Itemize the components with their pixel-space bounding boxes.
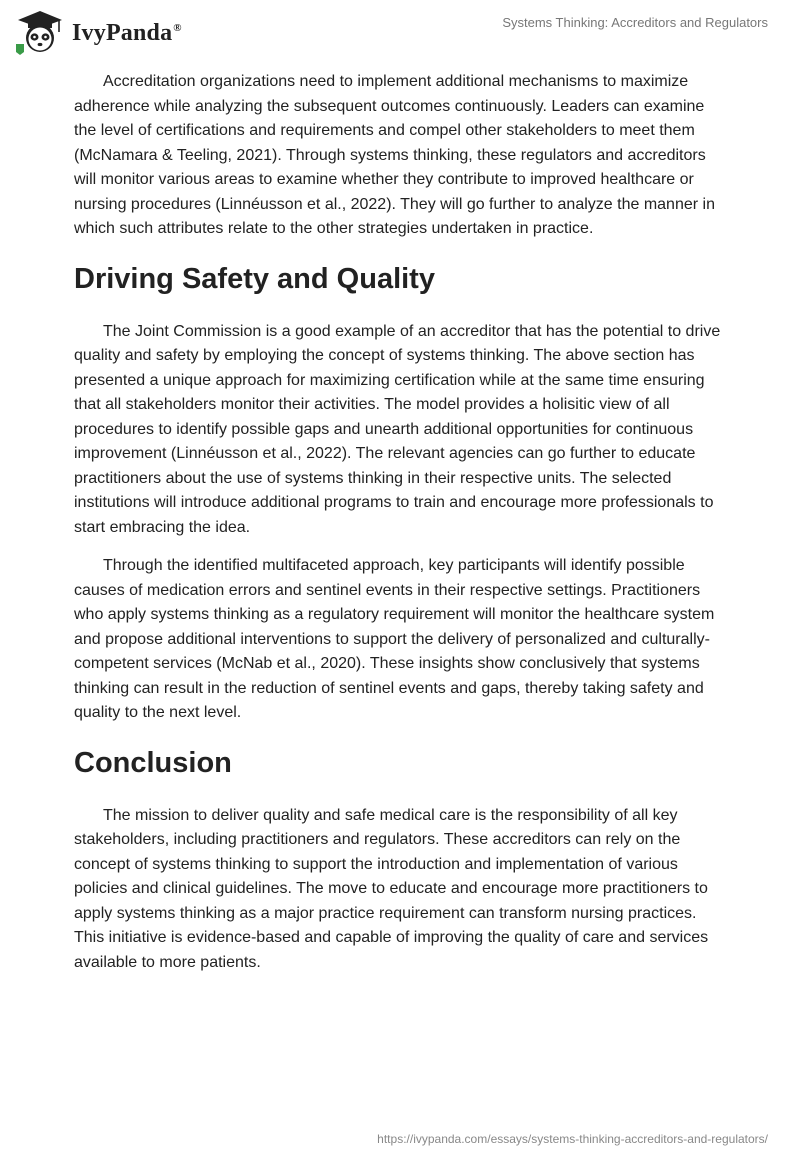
section-heading-driving-safety: Driving Safety and Quality: [74, 262, 435, 295]
paragraph: The mission to deliver quality and safe medical care is the responsibility of all key stakeholders, including practitioners and regulators. These accreditors can rely on the concept of systems thinking to support the introduction and implementation of various policies and clinical guidelines. The move to educate and encourage more practitioners to apply systems thinking as a major practice requirement can transform nursing practices. This initiative is evidence-based and capable of improving the quality of care and services available to more patients.: [74, 806, 709, 971]
paragraph: Through the identified multifaceted approach, key participants will identify possible causes of medication errors and sentinel events in their respective settings. Practitioners who apply systems thinking as a regulatory requirement will monitor the healthcare system and propose additional interventions to support the delivery of personalized and culturally-competent services (McNab et al., 2020). These insights show conclusively that systems thinking can result in the reduction of sentinel events and gaps, thereby taking safety and quality to the next level.: [74, 557, 715, 721]
footer-url-link[interactable]: https://ivypanda.com/essays/systems-thinking-accreditors-and-regulators/: [377, 1132, 768, 1146]
site-logo[interactable]: [12, 7, 182, 55]
paragraph: The Joint Commission is a good example of an accreditor that has the potential to drive quality and safety by employing the concept of systems thinking. The above section has presented a unique approach for maximizing certification while at the same time ensuring that all stakeholders monitor their activities. The model provides a holisitic view of all procedures to identify possible gaps and unearth additional opportunities for continuous improvement (Linnéusson et al., 2022). The relevant agencies can go further to educate practitioners about the use of systems thinking in their respective units. The selected institutions will introduce additional programs to train and encourage more professionals to start embracing the idea.: [74, 322, 721, 536]
section-heading-conclusion: Conclusion: [74, 746, 232, 779]
logo-wordmark: IvyPanda®: [72, 19, 182, 46]
panda-graduate-icon: [12, 7, 68, 55]
document-title: Systems Thinking: Accreditors and Regulators: [502, 15, 768, 30]
page-header: [0, 0, 800, 60]
intro-paragraph: Accreditation organizations need to implement additional mechanisms to maximize adherence while analyzing the subsequent outcomes continuously. Leaders can examine the level of certifications and requirements and compel other stakeholders to meet them (McNamara & Teeling, 2021). Through systems thinking, these regulators and accreditors will monitor various areas to examine whether they contribute to improved healthcare or nursing procedures (Linnéusson et al., 2022). They will go further to analyze the manner in which such attributes relate to the other strategies undertaken in practice.: [74, 73, 715, 237]
essay-body: [74, 70, 728, 989]
